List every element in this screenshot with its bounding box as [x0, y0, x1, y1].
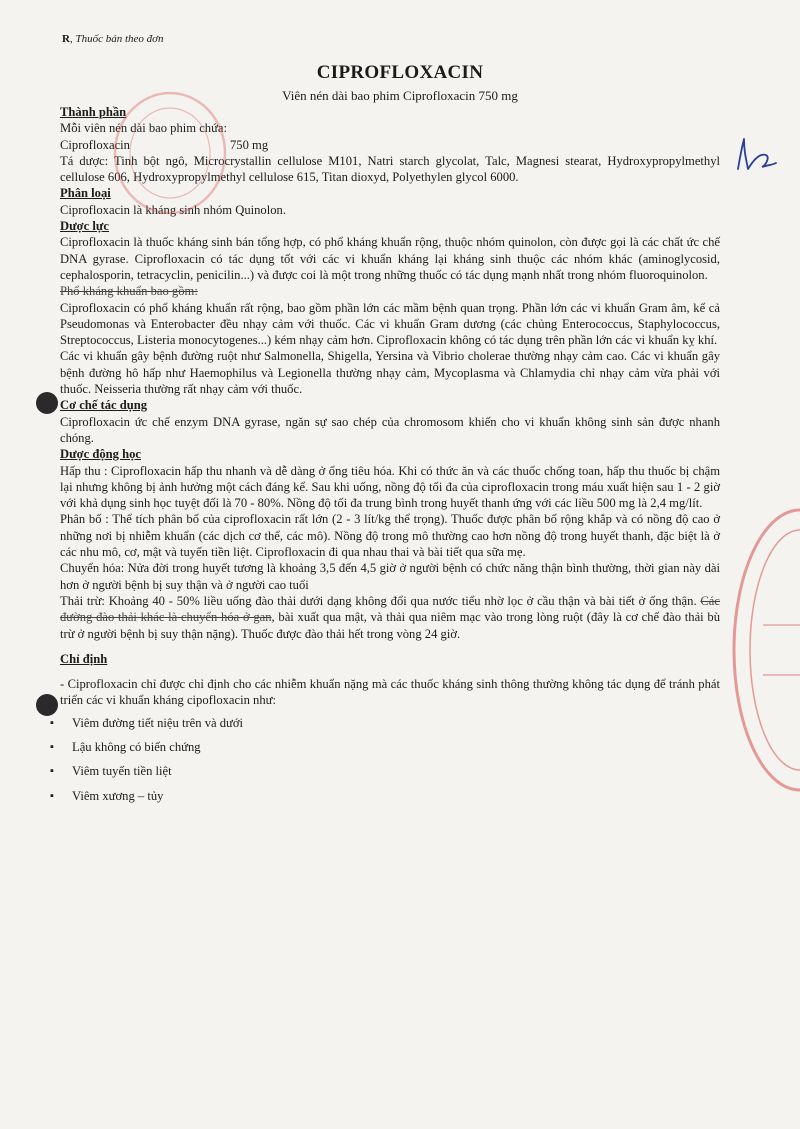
- punch-hole: [36, 392, 58, 414]
- rx-text: Thuốc bán theo đơn: [75, 33, 164, 45]
- heading-phan-loai: Phân loại: [60, 186, 111, 201]
- ingredient-amount: 750 mg: [230, 137, 269, 152]
- rx-symbol: R: [62, 33, 70, 45]
- company-stamp-right: [725, 505, 800, 795]
- spectrum-subheading: Phổ kháng khuẩn bao gồm:: [60, 284, 198, 299]
- pharmacodynamics-paragraph-3: Các vi khuẩn gây bệnh đường ruột như Salmonella, Shigella, Yersina và Vibrio cholerae thường nhạy cảm cao. Các vi khuẩn gây bệnh đường hô hấp như Haemophilus và Legionella thường nhạy cảm, Mycoplasma và Chlamydia chỉ nhạy cảm vừa phải với thuốc. Neisseria thường rất nhạy cảm với thuốc.: [60, 349, 720, 397]
- heading-duoc-dong-hoc: Dược động học: [60, 447, 142, 462]
- elimination-struck-text: Các đường đào thải khác là chuyển hóa ở gan: [60, 593, 720, 625]
- indications-list: [60, 715, 720, 804]
- signature-mark: [732, 135, 780, 175]
- elimination-part-2: , bài xuất qua mật, và thải qua niêm mạc vào trong lòng ruột (đây là cơ chế đào thải bù trừ ở người bệnh bị suy thận nặng). Thuốc được đào thải hết trong vòng 24 giờ.: [60, 610, 720, 641]
- indication-item: ▪ Lậu không có biến chứng: [50, 739, 720, 755]
- heading-duoc-luc: Dược lực: [60, 219, 110, 234]
- indication-item: ▪ Viêm đường tiết niệu trên và dưới: [50, 715, 720, 731]
- excipients-text: Tá dược: Tinh bột ngô, Microcrystallin cellulose M101, Natri starch glycolat, Talc, Magnesi stearat, Hydroxypropylmethyl cellulose 606, Hydroxypropylmethyl cellulose 615, Titan dioxyd, Polyethylen glycol 6000.: [60, 153, 720, 185]
- metabolism-text: Chuyển hóa: Nửa đời trong huyết tương là khoảng 3,5 đến 4,5 giờ ở người bệnh có chức năng thận bình thường, thời gian này dài hơn ở người bệnh bị suy thận và ở người cao tuổi: [60, 561, 720, 592]
- distribution-text: Phân bố : Thể tích phân bố của ciprofloxacin rất lớn (2 - 3 lít/kg thể trọng). Thuốc được phân bố rộng khắp và có nồng độ cao ở những nơi bị nhiễm khuẩn (các dịch cơ thể, các mô). Nồng độ trong mô thường cao hơn nồng độ trong huyết thanh, đặc biệt là ở các nhu mô, cơ, mật và tuyến tiền liệt. Ciprofloxacin đi qua nhau thai và bài tiết qua sữa mẹ.: [60, 512, 720, 560]
- heading-co-che: Cơ chế tác dụng: [60, 398, 148, 413]
- prescription-note: R, Thuốc bán theo đơn: [62, 33, 164, 45]
- elimination-part-1: Thải trừ: Khoảng 40 - 50% liều uống đào thải dưới dạng không đổi qua nước tiểu nhờ lọc ở cầu thận và bài tiết ở ống thận.: [60, 593, 701, 608]
- company-stamp-left: [110, 88, 230, 218]
- composition-intro: Mỗi viên nén dài bao phim chứa:: [60, 121, 228, 136]
- ingredient-name: Ciprofloxacin: [60, 137, 130, 152]
- pharmacodynamics-paragraph-2: Ciprofloxacin có phổ kháng khuẩn rất rộng, bao gồm phần lớn các mầm bệnh quan trọng. Phần lớn các vi khuẩn Gram âm, kể cả Pseudomonas và Enterobacter đều nhạy cảm với thuốc. Các vi khuẩn Gram dương (các chủng Enterococcus, Staphylococcus, Streptococcus, Listeria monocytogenes...) kém nhạy cảm hơn. Ciprofloxacin không có tác dụng trên phần lớn các vi khuẩn kỵ khí.: [60, 300, 720, 348]
- punch-hole: [36, 694, 58, 716]
- elimination-text: [60, 593, 720, 642]
- indication-item: ▪ Viêm tuyến tiền liệt: [50, 763, 720, 779]
- document-title: CIPROFLOXACIN: [316, 62, 484, 83]
- absorption-text: Hấp thu : Ciprofloxacin hấp thu nhanh và dễ dàng ở ống tiêu hóa. Khi có thức ăn và các thuốc chống toan, hấp thu thuốc bị chậm lại nhưng không bị ảnh hưởng một cách đáng kể. Sau khi uống, nồng độ tối đa của ciprofloxacin trong máu xuất hiện sau 1 - 2 giờ với khả dụng sinh học tuyệt đối là 70 - 80%. Nồng độ tối đa trung bình trong huyết thanh ứng với các liều 500 mg là 2,4 mg/lít.: [60, 463, 720, 511]
- heading-chi-dinh: Chỉ định: [60, 651, 108, 666]
- document-subtitle: Viên nén dài bao phim Ciprofloxacin 750 mg: [282, 88, 518, 103]
- indications-intro: - Ciprofloxacin chỉ được chỉ định cho các nhiễm khuẩn nặng mà các thuốc kháng sinh thông thường không tác dụng để tránh phát triển các vi khuẩn kháng cipofloxacin như:: [60, 677, 720, 708]
- indication-item: ▪ Viêm xương – tủy: [50, 788, 720, 804]
- pharmacodynamics-paragraph-1: Ciprofloxacin là thuốc kháng sinh bán tổng hợp, có phổ kháng khuẩn rộng, thuộc nhóm quinolon, còn được gọi là các chất ức chế DNA gyrase. Ciprofloxacin có tác dụng tốt với các vi khuẩn kháng lại kháng sinh thuộc các nhóm khác (aminoglycosid, cephalosporin, tetracyclin, penicilin...) và được coi là một trong những thuốc có tác dụng mạnh nhất trong nhóm fluoroquinolon.: [60, 235, 720, 282]
- mechanism-text: Ciprofloxacin ức chế enzym DNA gyrase, ngăn sự sao chép của chromosom khiến cho vi khuẩn không sinh sản được nhanh chóng.: [60, 414, 720, 445]
- classification-text: Ciprofloxacin là kháng sinh nhóm Quinolon.: [60, 202, 286, 217]
- heading-thanh-phan: Thành phần: [60, 105, 127, 119]
